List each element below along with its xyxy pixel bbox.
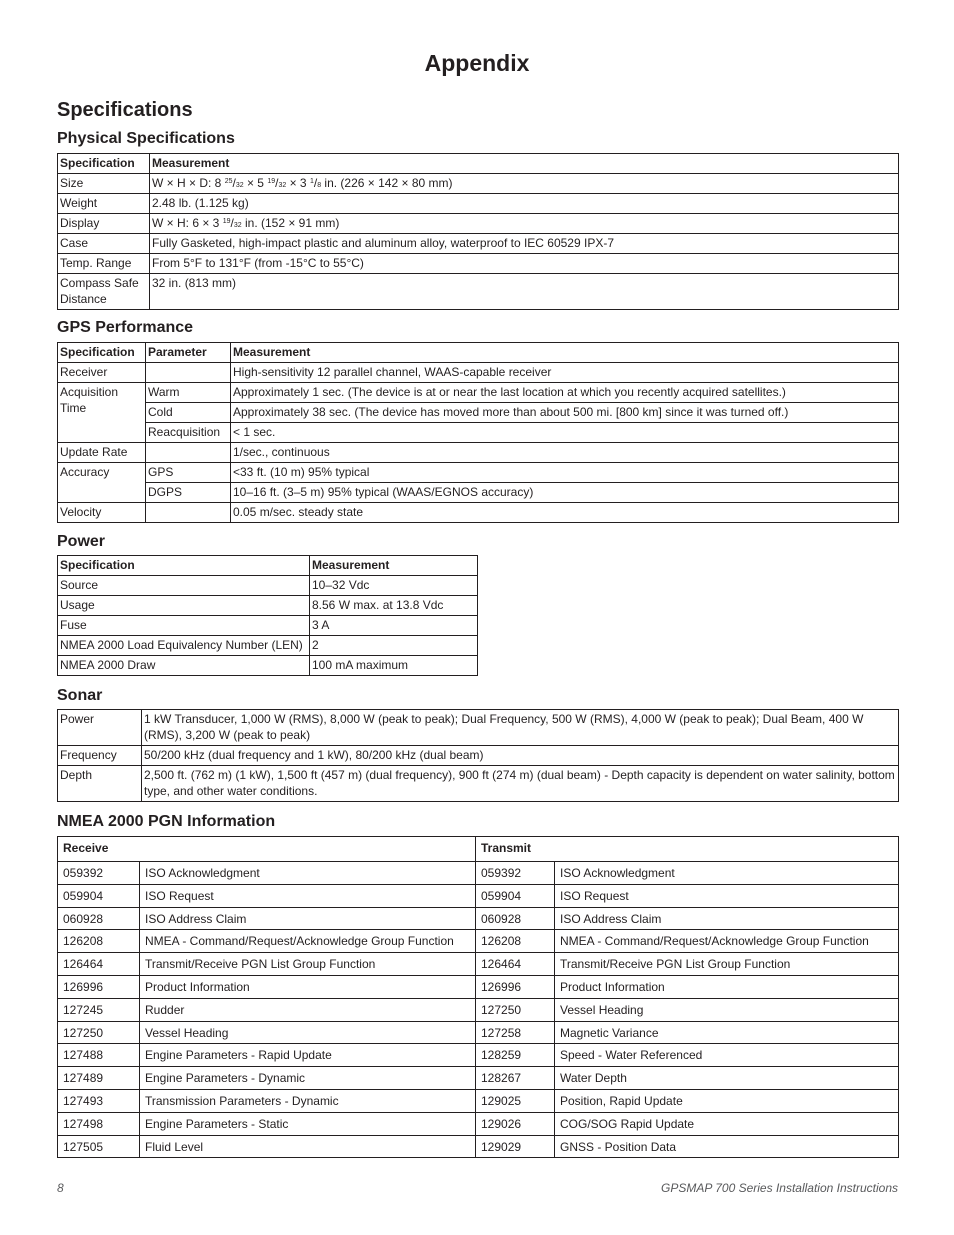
spec-param	[146, 503, 231, 523]
transmit-pgn: 126464	[476, 953, 555, 976]
spec-value: 1/sec., continuous	[231, 443, 899, 463]
table-header-row	[58, 343, 899, 363]
spec-label: Receiver	[58, 363, 146, 383]
table-row	[58, 383, 899, 403]
transmit-pgn: 129029	[476, 1135, 555, 1158]
receive-description: Engine Parameters - Static	[140, 1112, 476, 1135]
spec-value: 50/200 kHz (dual frequency and 1 kW), 80/200 kHz (dual beam)	[142, 746, 899, 766]
nmea-pgn-table	[57, 836, 899, 1158]
header-measurement: Measurement	[310, 556, 478, 576]
table-header-row	[58, 154, 899, 174]
table-row	[58, 274, 899, 310]
spec-label: Power	[58, 710, 142, 746]
receive-pgn: 127250	[58, 1021, 140, 1044]
table-row	[58, 884, 899, 907]
receive-description: Transmit/Receive PGN List Group Function	[140, 953, 476, 976]
receive-description: NMEA - Command/Request/Acknowledge Group Function	[140, 930, 476, 953]
receive-pgn: 127488	[58, 1044, 140, 1067]
table-row	[58, 1044, 899, 1067]
sonar-table	[57, 709, 899, 802]
spec-value: Approximately 1 sec. (The device is at or near the last location at which you recently acquired satellites.)	[231, 383, 899, 403]
transmit-description: Transmit/Receive PGN List Group Function	[555, 953, 899, 976]
table-header-row	[58, 837, 899, 862]
receive-description: ISO Acknowledgment	[140, 862, 476, 885]
spec-label: Acquisition Time	[58, 383, 146, 443]
gps-performance-heading: GPS Performance	[57, 319, 194, 336]
spec-label: Weight	[58, 194, 150, 214]
table-row	[58, 953, 899, 976]
receive-description: Transmission Parameters - Dynamic	[140, 1089, 476, 1112]
table-row	[58, 1112, 899, 1135]
spec-value: 2	[310, 636, 478, 656]
header-specification: Specification	[58, 154, 150, 174]
table-row	[58, 194, 899, 214]
table-row	[58, 1067, 899, 1090]
spec-param	[146, 363, 231, 383]
spec-label: Case	[58, 234, 150, 254]
spec-value: High-sensitivity 12 parallel channel, WAAS-capable receiver	[231, 363, 899, 383]
page-title: Appendix	[424, 50, 530, 76]
spec-param: Cold	[146, 403, 231, 423]
nmea-pgn-heading: NMEA 2000 PGN Information	[57, 813, 276, 830]
header-receive: Receive	[58, 837, 476, 862]
header-parameter: Parameter	[146, 343, 231, 363]
receive-pgn: 127498	[58, 1112, 140, 1135]
transmit-description: GNSS - Position Data	[555, 1135, 899, 1158]
spec-value: <33 ft. (10 m) 95% typical	[231, 463, 899, 483]
spec-value: 8.56 W max. at 13.8 Vdc	[310, 596, 478, 616]
table-row	[58, 463, 899, 483]
page-number: 8	[57, 1181, 64, 1195]
transmit-pgn: 129026	[476, 1112, 555, 1135]
receive-description: Rudder	[140, 998, 476, 1021]
table-row	[58, 656, 478, 676]
transmit-description: COG/SOG Rapid Update	[555, 1112, 899, 1135]
power-table	[57, 555, 478, 676]
receive-pgn: 059904	[58, 884, 140, 907]
table-row	[58, 636, 478, 656]
spec-value: 32 in. (813 mm)	[150, 274, 899, 310]
table-row	[58, 576, 478, 596]
spec-value: 100 mA maximum	[310, 656, 478, 676]
receive-description: Engine Parameters - Rapid Update	[140, 1044, 476, 1067]
receive-pgn: 127505	[58, 1135, 140, 1158]
section-title: Specifications	[57, 99, 193, 121]
spec-value: Approximately 38 sec. (The device has moved more than about 500 mi. [800 km] since it was turned off.)	[231, 403, 899, 423]
power-heading: Power	[57, 533, 106, 550]
spec-value: W × H: 6 × 3 $^{19}$/32 in. (152 × 91 mm)	[150, 214, 899, 234]
header-measurement: Measurement	[150, 154, 899, 174]
spec-value: 10–32 Vdc	[310, 576, 478, 596]
table-row	[58, 363, 899, 383]
table-header-row	[58, 556, 478, 576]
transmit-description: Vessel Heading	[555, 998, 899, 1021]
spec-value: 3 A	[310, 616, 478, 636]
receive-description: ISO Request	[140, 884, 476, 907]
spec-label: Compass Safe Distance	[58, 274, 150, 310]
table-row	[58, 1089, 899, 1112]
table-row	[58, 766, 899, 802]
table-row	[58, 998, 899, 1021]
spec-label: NMEA 2000 Draw	[58, 656, 310, 676]
transmit-description: ISO Acknowledgment	[555, 862, 899, 885]
transmit-pgn: 129025	[476, 1089, 555, 1112]
receive-pgn: 126464	[58, 953, 140, 976]
spec-value: 10–16 ft. (3–5 m) 95% typical (WAAS/EGNOS accuracy)	[231, 483, 899, 503]
receive-pgn: 126208	[58, 930, 140, 953]
transmit-pgn: 059904	[476, 884, 555, 907]
transmit-description: Speed - Water Referenced	[555, 1044, 899, 1067]
spec-value: W × H × D: 8 $^{25}$/32 × 5 $^{19}$/32 × 3 $^1$/8 in. (226 × 142 × 80 mm)	[150, 174, 899, 194]
transmit-pgn: 127258	[476, 1021, 555, 1044]
receive-pgn: 059392	[58, 862, 140, 885]
transmit-description: Magnetic Variance	[555, 1021, 899, 1044]
spec-value: < 1 sec.	[231, 423, 899, 443]
physical-specs-heading: Physical Specifications	[57, 130, 235, 147]
spec-label: Temp. Range	[58, 254, 150, 274]
transmit-pgn: 128259	[476, 1044, 555, 1067]
table-row	[58, 254, 899, 274]
receive-pgn: 127245	[58, 998, 140, 1021]
receive-description: ISO Address Claim	[140, 907, 476, 930]
spec-value: From 5°F to 131°F (from -15°C to 55°C)	[150, 254, 899, 274]
table-row	[58, 862, 899, 885]
table-row	[58, 710, 899, 746]
spec-value: 1 kW Transducer, 1,000 W (RMS), 8,000 W (peak to peak); Dual Frequency, 500 W (RMS), 4,000 W (peak to peak); Dual Beam, 400 W (RMS), 3,200 W (peak to peak)	[142, 710, 899, 746]
receive-pgn: 126996	[58, 975, 140, 998]
spec-value: 2.48 lb. (1.125 kg)	[150, 194, 899, 214]
table-row	[58, 975, 899, 998]
sonar-heading: Sonar	[57, 687, 103, 704]
table-row	[58, 616, 478, 636]
document-title: GPSMAP 700 Series Installation Instructions	[661, 1181, 898, 1195]
physical-specs-table	[57, 153, 899, 310]
spec-label: Size	[58, 174, 150, 194]
transmit-pgn: 127250	[476, 998, 555, 1021]
spec-param: Reacquisition	[146, 423, 231, 443]
spec-label: Usage	[58, 596, 310, 616]
table-row	[58, 403, 899, 423]
receive-pgn: 127489	[58, 1067, 140, 1090]
header-measurement: Measurement	[231, 343, 899, 363]
spec-label: Display	[58, 214, 150, 234]
table-row	[58, 503, 899, 523]
table-row	[58, 423, 899, 443]
table-row	[58, 234, 899, 254]
transmit-pgn: 060928	[476, 907, 555, 930]
spec-label: Fuse	[58, 616, 310, 636]
table-row	[58, 1135, 899, 1158]
table-row	[58, 214, 899, 234]
transmit-description: ISO Request	[555, 884, 899, 907]
transmit-pgn: 128267	[476, 1067, 555, 1090]
receive-description: Product Information	[140, 975, 476, 998]
header-specification: Specification	[58, 556, 310, 576]
table-row	[58, 596, 478, 616]
receive-description: Vessel Heading	[140, 1021, 476, 1044]
header-specification: Specification	[58, 343, 146, 363]
transmit-pgn: 059392	[476, 862, 555, 885]
table-row	[58, 907, 899, 930]
table-row	[58, 174, 899, 194]
spec-label: NMEA 2000 Load Equivalency Number (LEN)	[58, 636, 310, 656]
spec-label: Accuracy	[58, 463, 146, 503]
spec-param	[146, 443, 231, 463]
transmit-description: ISO Address Claim	[555, 907, 899, 930]
spec-value: Fully Gasketed, high-impact plastic and aluminum alloy, waterproof to IEC 60529 IPX-7	[150, 234, 899, 254]
spec-value: 2,500 ft. (762 m) (1 kW), 1,500 ft (457 m) (dual frequency), 900 ft (274 m) (dual beam) - Depth capacity is dependent on water salinity, bottom type, and other water conditions.	[142, 766, 899, 802]
transmit-pgn: 126996	[476, 975, 555, 998]
gps-performance-table	[57, 342, 899, 523]
spec-label: Depth	[58, 766, 142, 802]
receive-description: Fluid Level	[140, 1135, 476, 1158]
transmit-description: NMEA - Command/Request/Acknowledge Group Function	[555, 930, 899, 953]
spec-param: Warm	[146, 383, 231, 403]
transmit-pgn: 126208	[476, 930, 555, 953]
receive-pgn: 127493	[58, 1089, 140, 1112]
receive-description: Engine Parameters - Dynamic	[140, 1067, 476, 1090]
transmit-description: Water Depth	[555, 1067, 899, 1090]
transmit-description: Product Information	[555, 975, 899, 998]
spec-param: GPS	[146, 463, 231, 483]
spec-value: 0.05 m/sec. steady state	[231, 503, 899, 523]
table-row	[58, 1021, 899, 1044]
spec-param: DGPS	[146, 483, 231, 503]
table-row	[58, 443, 899, 463]
header-transmit: Transmit	[476, 837, 899, 862]
table-row	[58, 746, 899, 766]
table-row	[58, 483, 899, 503]
spec-label: Frequency	[58, 746, 142, 766]
spec-label: Source	[58, 576, 310, 596]
transmit-description: Position, Rapid Update	[555, 1089, 899, 1112]
receive-pgn: 060928	[58, 907, 140, 930]
spec-label: Update Rate	[58, 443, 146, 463]
table-row	[58, 930, 899, 953]
spec-label: Velocity	[58, 503, 146, 523]
